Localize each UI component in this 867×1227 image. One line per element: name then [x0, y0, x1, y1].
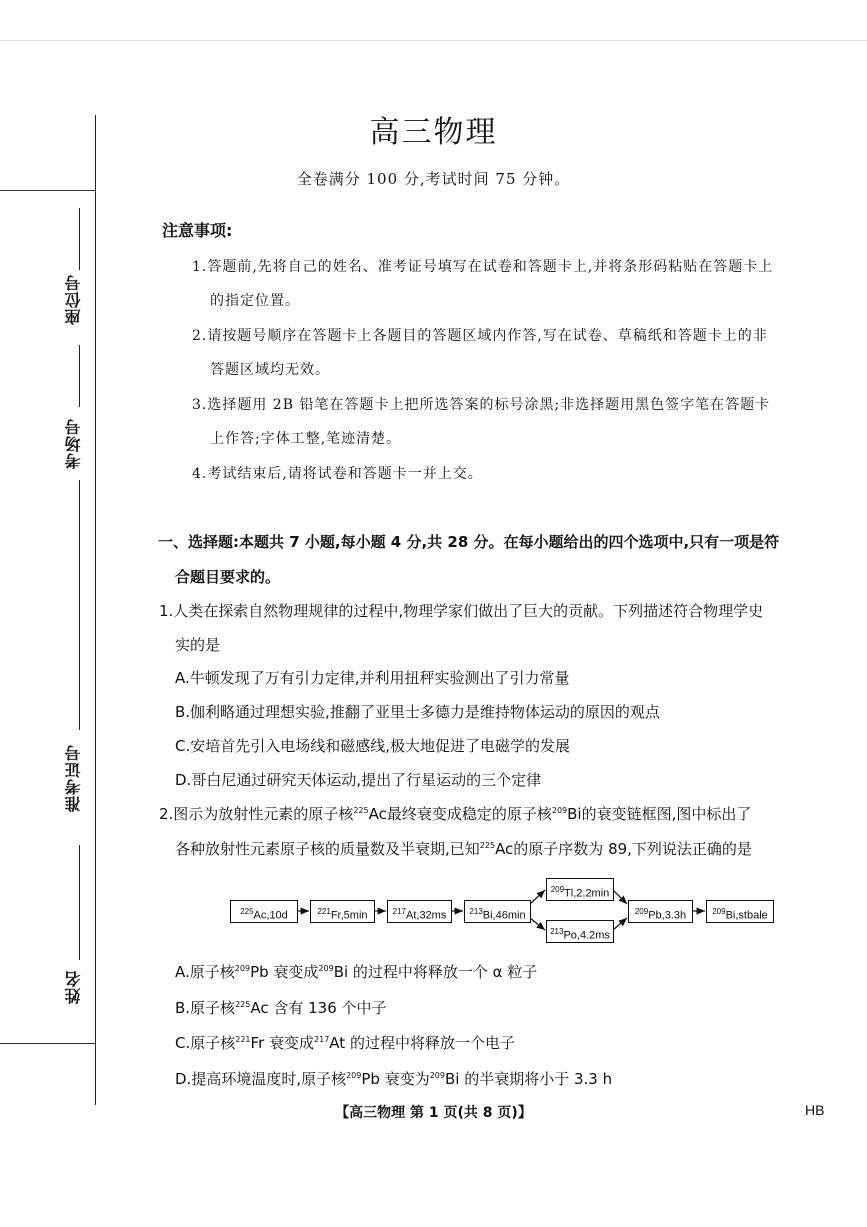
notice-line: 答题区域均无效。: [210, 362, 330, 378]
q1-option-c: C.安培首先引入电场线和磁感线,极大地促进了电磁学的发展: [175, 737, 571, 755]
page-title: 高三物理: [369, 115, 498, 150]
notice-line: 3.选择题用 2B 铅笔在答题卡上把所选答案的标号涂黑;非选择题用黑色签字笔在答题卡: [192, 397, 771, 413]
notice-heading: 注意事项:: [162, 221, 233, 240]
room-label: 考场号: [64, 418, 83, 469]
q2-stem-cont: 各种放射性元素原子核的质量数及半衰期,已知$^{225}$Ac的原子序数为 89,下列说法正确的是: [175, 840, 752, 858]
seat-label: 座位号: [64, 274, 83, 325]
notice-line: 的指定位置。: [210, 293, 300, 309]
q2-option-d: D.提高环境温度时,原子核$^{209}$Pb 衰变为$^{209}$Bi 的半衰期将小于 3.3 h: [175, 1070, 613, 1088]
section-heading: 一、选择题:本题共 7 小题,每小题 4 分,共 28 分。在每小题给出的四个选项中,只有一项是符: [158, 533, 780, 551]
section-heading-cont: 合题目要求的。: [175, 568, 281, 586]
notice-line: 4.考试结束后,请将试卷和答题卡一并上交。: [192, 466, 483, 482]
page-footer: 【高三物理 第 1 页(共 8 页)】: [335, 1105, 532, 1121]
q1-stem: 1.人类在探索自然物理规律的过程中,物理学家们做出了巨大的贡献。下列描述符合物理学史: [159, 602, 764, 620]
nucleus-box-at217: $^{217}$At,32ms: [387, 900, 452, 923]
nucleus-box-bi209: $^{209}$Bi,stbale: [706, 900, 774, 923]
q1-option-d: D.哥白尼通过研究天体运动,提出了行星运动的三个定律: [175, 771, 542, 789]
ticket-label: 准考证号: [64, 744, 83, 812]
nucleus-box-po213: $^{213}$Po,4.2ms: [546, 920, 614, 943]
q2-stem: 2.图示为放射性元素的原子核$^{225}$Ac最终衰变成稳定的原子核$^{209}$Bi的衰变链框图,图中标出了: [159, 805, 752, 823]
q1-option-a: A.牛顿发现了万有引力定律,并利用扭秤实验测出了引力常量: [175, 669, 570, 687]
nucleus-box-pb209: $^{209}$Pb,3.3h: [628, 900, 693, 923]
nucleus-box-tl209: $^{209}$Tl,2.2min: [546, 878, 614, 901]
nucleus-box-ac225: $^{225}$Ac,10d: [230, 900, 298, 923]
q1-stem-cont: 实的是: [175, 636, 221, 654]
nucleus-box-bi213: $^{213}$Bi,46min: [464, 900, 531, 923]
q2-option-a: A.原子核$^{209}$Pb 衰变成$^{209}$Bi 的过程中将释放一个 α 粒子: [175, 963, 538, 981]
notice-line: 1.答题前,先将自己的姓名、准考证号填写在试卷和答题卡上,并将条形码粘贴在答题卡上: [192, 259, 774, 275]
notice-line: 上作答;字体工整,笔迹清楚。: [210, 431, 402, 447]
name-label: 姓名: [64, 970, 83, 1004]
nucleus-box-fr221: $^{221}$Fr,5min: [310, 900, 375, 923]
exam-info: 全卷满分 100 分,考试时间 75 分钟。: [296, 170, 571, 188]
q2-option-c: C.原子核$^{221}$Fr 衰变成$^{217}$At 的过程中将释放一个电子: [175, 1034, 515, 1052]
notice-line: 2.请按题号顺序在答题卡上各题目的答题区域内作答,写在试卷、草稿纸和答题卡上的非: [192, 328, 768, 344]
q2-option-b: B.原子核$^{225}$Ac 含有 136 个中子: [175, 999, 387, 1017]
q1-option-b: B.伽利略通过理想实验,推翻了亚里士多德力是维持物体运动的原因的观点: [175, 703, 660, 721]
edition-code: HB: [805, 1102, 825, 1118]
